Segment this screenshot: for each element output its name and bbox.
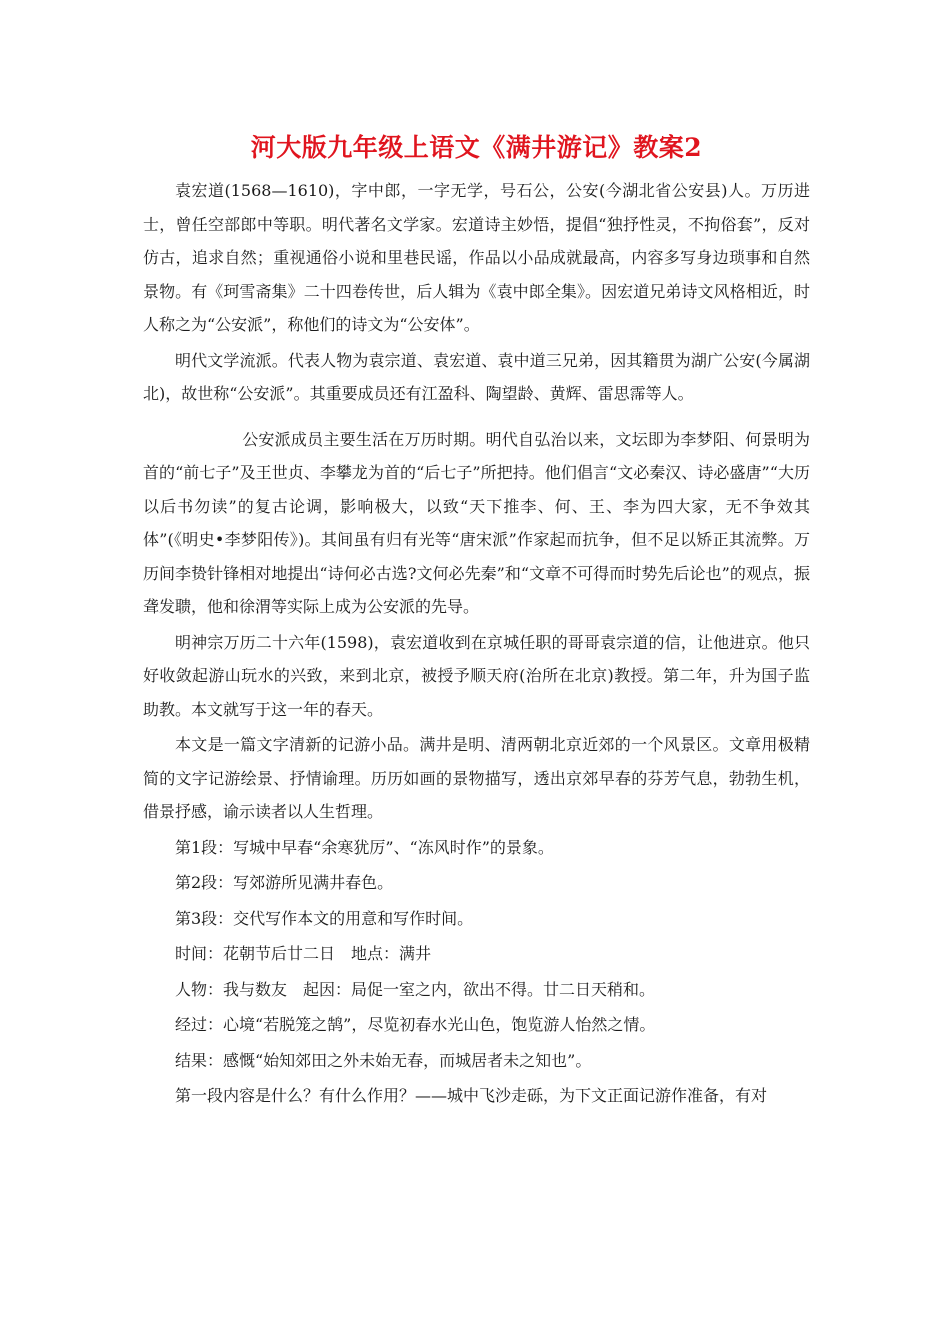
paragraph-writing-context: 明神宗万历二十六年(1598)，袁宏道收到在京城任职的哥哥袁宗道的信，让他进京。他只好收敛起游山玩水的兴致，来到北京，被授予顺天府(治所在北京)教授。第二年，升为国子监助教。本文就写于这一年的春天。 [143,632,810,719]
paragraph-people-cause: 人物：我与数友 起因：局促一室之内，欲出不得。廿二日天稍和。 [175,979,656,999]
paragraph-section-3: 第3段：交代写作本文的用意和写作时间。 [175,908,474,928]
paragraph-result: 结果：感慨“始知郊田之外未始无春，而城居者未之知也”。 [175,1050,592,1070]
paragraph-question-1: 第一段内容是什么？有什么作用？——城中飞沙走砾，为下文正面记游作准备，有对 [175,1086,768,1105]
paragraph-process: 经过：心境“若脱笼之鹄”，尽览初春水光山色，饱览游人怡然之情。 [175,1015,656,1034]
paragraph-time-place: 时间：花朝节后廿二日 地点：满井 [175,944,432,963]
paragraph-gongan-background: 公安派成员主要生活在万历时期。明代自弘治以来，文坛即为李梦阳、何景明为首的“前七子”及王世贞、李攀龙为首的“后七子”所把持。他们倡言“文必秦汉、诗必盛唐”“大历以后书勿读”的复古论调，影响极大，以致“天下推李、何、王、李为四大家，无不争效其体”(《明史•李梦阳传》)。其间虽有归有光等“唐宋派”作家起而抗争，但不足以矫正其流弊。万历间李贽针锋相对地提出“诗何必古选?文何必先秦”和“文章不可得而时势先后论也”的观点，振聋发聩，他和徐渭等实际上成为公安派的先导。 [143,429,810,616]
paragraph-author-bio: 袁宏道(1568—1610)，字中郎，一字无学，号石公，公安(今湖北省公安县)人。万历进士，曾任空部郎中等职。明代著名文学家。宏道诗主妙悟，提倡“独抒性灵，不拘俗套”，反对仿古，追求自然；重视通俗小说和里巷民谣，作品以小品成就最高，内容多写身边琐事和自然景物。有《珂雪斋集》二十四卷传世，后人辑为《袁中郎全集》。因宏道兄弟诗文风格相近，时人称之为“公安派”，称他们的诗文为“公安体”。 [143,181,810,334]
document-page [143,128,810,1113]
document-title: 河大版九年级上语文《满井游记》教案2 [250,133,703,162]
paragraph-section-2: 第2段：写郊游所见满井春色。 [175,873,394,892]
paragraph-section-1: 第1段：写城中早春“余寒犹厉”、“冻风时作”的景象。 [175,837,554,857]
paragraph-gongan-school: 明代文学流派。代表人物为袁宗道、袁宏道、袁中道三兄弟，因其籍贯为湖广公安(今属湖北)，故世称“公安派”。其重要成员还有江盈科、陶望龄、黄辉、雷思霈等人。 [143,350,810,403]
paragraph-text-overview: 本文是一篇文字清新的记游小品。满井是明、清两朝北京近郊的一个风景区。文章用极精简的文字记游绘景、抒情谕理。历历如画的景物描写，透出京郊早春的芬芳气息，勃勃生机，借景抒感，谕示读者以人生哲理。 [143,735,810,821]
